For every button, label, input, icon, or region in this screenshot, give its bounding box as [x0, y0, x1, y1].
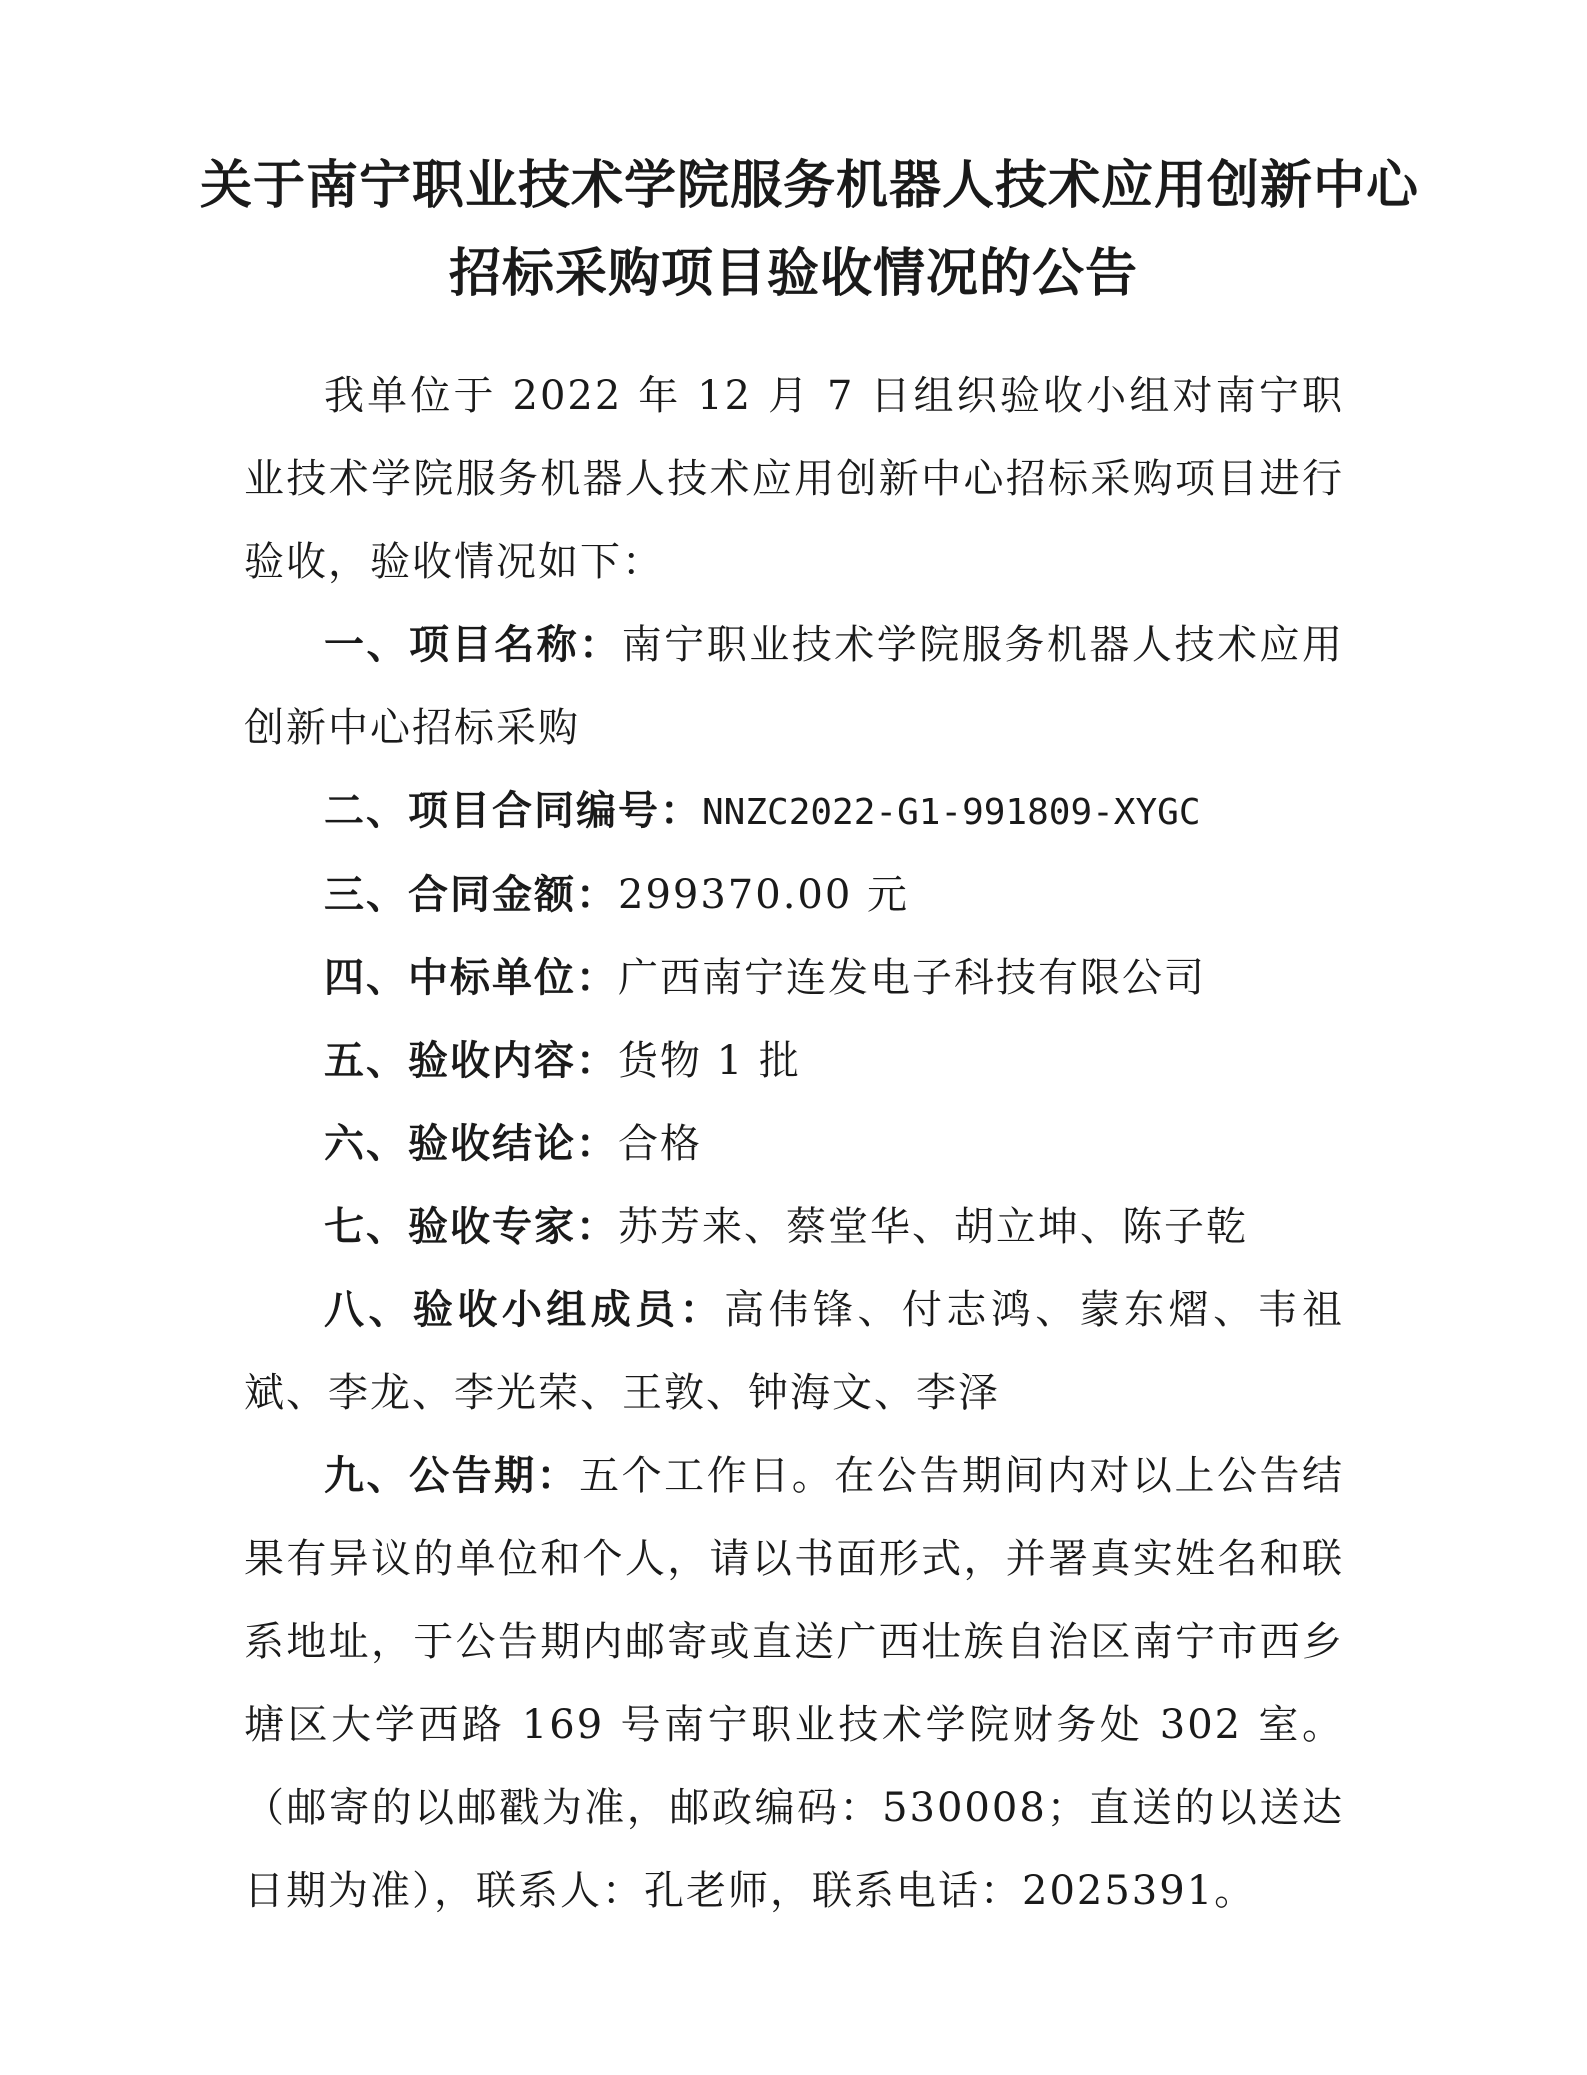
- item-label: 九、公告期：: [324, 1453, 580, 1499]
- item-label: 一、项目名称：: [324, 622, 622, 668]
- item-winning-bidder: [244, 937, 1344, 1020]
- item-contract-number: [244, 770, 1344, 854]
- item-label: 三、合同金额：: [324, 872, 618, 918]
- item-acceptance-experts: [244, 1186, 1344, 1269]
- document-title-line-1: 关于南宁职业技术学院服务机器人技术应用创新中心: [200, 155, 1420, 216]
- item-project-name: [244, 604, 1344, 770]
- item-acceptance-content: [244, 1020, 1344, 1103]
- item-label: 六、验收结论：: [324, 1121, 618, 1167]
- item-label: 四、中标单位：: [324, 955, 618, 1001]
- item-value: 合格: [618, 1121, 702, 1167]
- item-value: 五个工作日。在公告期间内对以上公告结果有异议的单位和个人，请以书面形式，并署真实姓名和联系地址，于公告期内邮寄或直送广西壮族自治区南宁市西乡塘区大学西路 169 号南宁职业技术学院财务处 302 室。（邮寄的以邮戳为准，邮政编码：530008；直送的以送达日期为准），联系人：孔老师，联系电话：2025391。: [244, 1453, 1345, 1914]
- item-label: 八、验收小组成员：: [324, 1287, 725, 1333]
- item-value: 南宁职业技术学院服务机器人技术应用创新中心招标采购: [244, 622, 1345, 751]
- item-label: 七、验收专家：: [324, 1204, 618, 1250]
- item-value: 广西南宁连发电子科技有限公司: [618, 955, 1206, 1001]
- item-value: 299370.00 元: [618, 872, 910, 918]
- item-acceptance-conclusion: [244, 1103, 1344, 1186]
- intro-text: 我单位于 2022 年 12 月 7 日组织验收小组对南宁职业技术学院服务机器人技术应用创新中心招标采购项目进行验收，验收情况如下：: [244, 373, 1344, 585]
- item-announcement-period: [244, 1435, 1344, 1933]
- document-title-line-2: 招标采购项目验收情况的公告: [448, 243, 1138, 304]
- item-value: NNZC2022-G1-991809-XYGC: [702, 792, 1201, 833]
- item-label: 五、验收内容：: [324, 1038, 618, 1084]
- item-acceptance-team-members: [244, 1269, 1344, 1435]
- item-value: 苏芳来、蔡堂华、胡立坤、陈子乾: [618, 1204, 1248, 1250]
- item-label: 二、项目合同编号：: [324, 788, 702, 834]
- item-value: 高伟锋、付志鸿、蒙东熠、韦祖斌、李龙、李光荣、王敦、钟海文、李泽: [244, 1287, 1345, 1416]
- intro-paragraph: [244, 355, 1344, 604]
- item-contract-amount: [244, 854, 1344, 937]
- document-body: [244, 355, 1344, 1933]
- item-value: 货物 1 批: [618, 1038, 801, 1084]
